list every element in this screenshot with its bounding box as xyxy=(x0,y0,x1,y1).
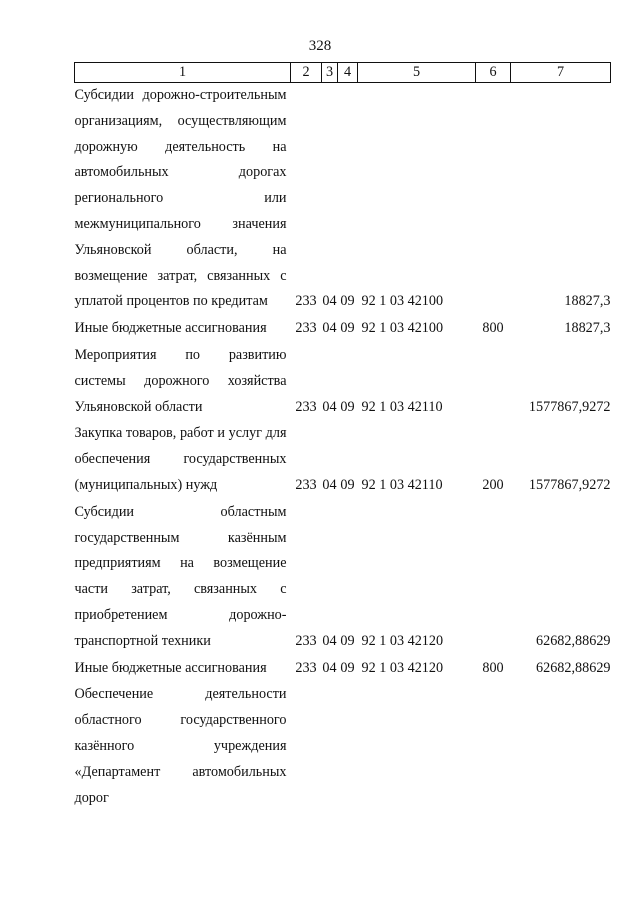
row-code-2: 233 xyxy=(295,632,317,649)
row-code-3: 04 xyxy=(322,320,337,337)
row-name: Иные бюджетные ассигнования xyxy=(74,659,267,676)
row-code-4: 09 xyxy=(340,659,355,676)
row-code-3 xyxy=(322,682,338,812)
row-name: Мероприятия по развитию системы дорожного хозяйства Ульяновской области xyxy=(74,346,287,415)
header-row xyxy=(75,63,611,83)
row-code-3: 04 xyxy=(322,293,337,310)
row-code-5: 92 1 03 42110 xyxy=(361,476,443,493)
row-code-5: 92 1 03 42120 xyxy=(361,632,444,649)
row-amount: 18827,3 xyxy=(564,320,611,337)
row-amount: 62682,88629 xyxy=(536,632,611,649)
row-code-3: 04 xyxy=(322,632,337,649)
column-header-4: 4 xyxy=(338,63,358,83)
row-code-3: 04 xyxy=(322,398,337,415)
row-code-2: 233 xyxy=(295,659,317,676)
row-code-2: 233 xyxy=(295,476,317,493)
table-row xyxy=(75,656,611,683)
row-code-4: 09 xyxy=(340,632,355,649)
row-amount: 1577867,9272 xyxy=(528,398,611,415)
row-code-6: 800 xyxy=(482,320,504,337)
table-row xyxy=(75,83,611,317)
row-name: Закупка товаров, работ и услуг для обеспечения государственных (муниципальных) нужд xyxy=(74,425,287,493)
column-header-6: 6 xyxy=(476,63,511,83)
row-code-5 xyxy=(358,682,476,812)
row-code-6 xyxy=(476,343,511,421)
row-code-3: 04 xyxy=(322,659,337,676)
row-name: Иные бюджетные ассигнования xyxy=(74,320,267,337)
row-code-4: 09 xyxy=(340,398,355,415)
row-code-4: 09 xyxy=(340,476,355,493)
row-amount: 1577867,9272 xyxy=(528,476,611,493)
row-code-2 xyxy=(291,682,322,812)
row-amount xyxy=(511,682,611,812)
row-code-5: 92 1 03 42100 xyxy=(361,320,444,337)
row-code-5: 92 1 03 42100 xyxy=(361,293,444,310)
row-code-4: 09 xyxy=(340,320,355,337)
row-code-6: 800 xyxy=(482,659,504,676)
row-code-4 xyxy=(338,682,358,812)
row-code-5: 92 1 03 42110 xyxy=(361,398,443,415)
row-amount: 18827,3 xyxy=(564,293,611,310)
table-row xyxy=(75,421,611,499)
row-code-5: 92 1 03 42120 xyxy=(361,659,444,676)
page-number: 328 xyxy=(308,38,332,54)
column-header-2: 2 xyxy=(291,63,322,83)
budget-table xyxy=(74,62,611,812)
row-amount: 62682,88629 xyxy=(536,659,611,676)
row-code-2: 233 xyxy=(295,320,317,337)
row-code-3: 04 xyxy=(322,476,337,493)
column-header-3: 3 xyxy=(322,63,338,83)
row-name: Обеспечение деятельности областного государственного казённого учреждения «Департамент автомобильных дорог xyxy=(74,686,287,806)
row-code-2: 233 xyxy=(295,293,317,310)
table-row xyxy=(75,343,611,421)
row-code-6: 200 xyxy=(482,476,504,493)
row-code-6 xyxy=(476,682,511,812)
row-code-2: 233 xyxy=(295,398,317,415)
column-header-1: 1 xyxy=(75,63,291,83)
row-name: Субсидии дорожно-строительным организациям, осуществляющим дорожную деятельность на автомобильных дорогах регионального или межмуниципального значения Ульяновской области, на возмещение затрат, связанных с уплатой процентов по кредитам xyxy=(74,87,287,310)
row-code-6 xyxy=(476,83,511,317)
row-name: Субсидии областным государственным казённым предприятиям на возмещение части затрат, связанных с приобретением дорожно-транспортной техники xyxy=(74,503,287,649)
row-code-4: 09 xyxy=(340,293,355,310)
table-row xyxy=(75,682,611,812)
table-row xyxy=(75,316,611,343)
row-code-6 xyxy=(476,500,511,656)
column-header-5: 5 xyxy=(358,63,476,83)
column-header-7: 7 xyxy=(511,63,611,83)
table-row xyxy=(75,500,611,656)
